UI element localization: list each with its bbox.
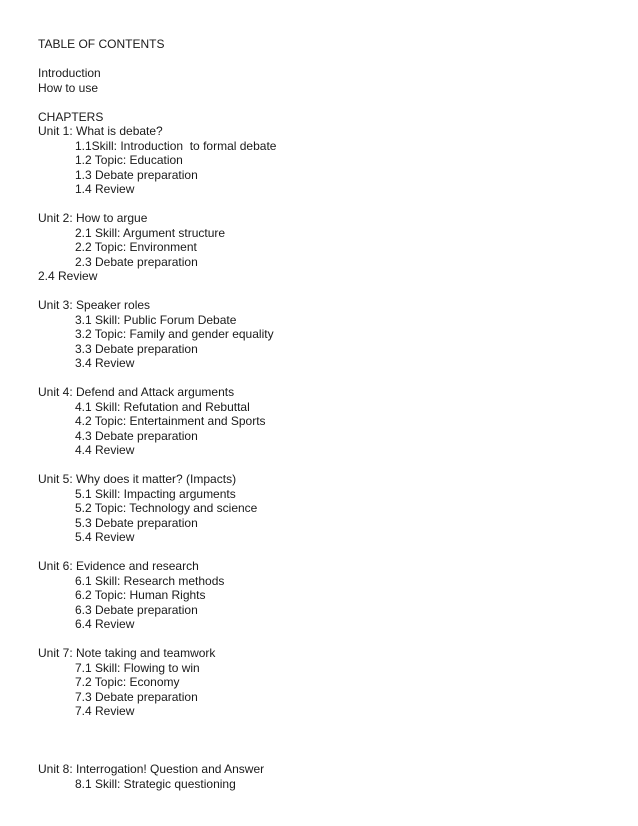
document-page <box>38 37 618 791</box>
spacer <box>38 719 618 763</box>
unit-title: Unit 8: Interrogation! Question and Answer <box>38 762 265 776</box>
spacer <box>38 458 618 473</box>
toc-entry: 7.3 Debate preparation <box>75 689 198 704</box>
spacer <box>38 371 618 386</box>
toc-entry: 3.2 Topic: Family and gender equality <box>75 327 274 341</box>
toc-entry: 3.4 Review <box>75 356 135 370</box>
toc-entry: 4.1 Skill: Refutation and Rebuttal <box>75 399 250 414</box>
spacer <box>38 545 618 560</box>
toc-entry: 4.2 Topic: Entertainment and Sports <box>75 414 266 428</box>
toc-entry: 2.1 Skill: Argument structure <box>75 225 226 240</box>
toc-entry: 6.1 Skill: Research methods <box>75 573 225 588</box>
toc-entry: 1.1Skill: Introduction to formal debate <box>75 138 277 153</box>
spacer <box>38 52 618 67</box>
spacer <box>38 197 618 212</box>
unit-title: Unit 2: How to argue <box>38 211 148 225</box>
toc-entry: 2.3 Debate preparation <box>75 254 198 269</box>
unit-title: Unit 6: Evidence and research <box>38 559 199 573</box>
unit-title: Unit 4: Defend and Attack arguments <box>38 385 235 399</box>
toc-entry: 2.4 Review <box>38 269 98 283</box>
toc-entry: 1.3 Debate preparation <box>75 167 198 182</box>
toc-entry: 7.4 Review <box>75 704 135 718</box>
toc-entry: 6.4 Review <box>75 617 135 631</box>
toc-entry: 4.3 Debate preparation <box>75 428 198 443</box>
unit-title: Unit 3: Speaker roles <box>38 298 151 312</box>
toc-entry: 7.1 Skill: Flowing to win <box>75 660 200 675</box>
chapters-heading: CHAPTERS <box>38 109 104 124</box>
spacer <box>38 632 618 647</box>
toc-entry: 2.2 Topic: Environment <box>75 240 197 254</box>
unit-title: Unit 5: Why does it matter? (Impacts) <box>38 472 237 486</box>
toc-entry: 5.4 Review <box>75 530 135 544</box>
toc-entry: 7.2 Topic: Economy <box>75 675 180 689</box>
toc-entry: 3.3 Debate preparation <box>75 341 198 356</box>
unit-title: Unit 7: Note taking and teamwork <box>38 646 216 660</box>
spacer <box>38 284 618 299</box>
toc-title: TABLE OF CONTENTS <box>38 37 165 51</box>
front-matter-introduction: Introduction <box>38 66 101 80</box>
unit-title: Unit 1: What is debate? <box>38 124 163 138</box>
toc-entry: 1.2 Topic: Education <box>75 153 183 167</box>
toc-entry: 5.1 Skill: Impacting arguments <box>75 486 236 501</box>
front-matter-how-to-use: How to use <box>38 80 99 95</box>
toc-entry: 5.2 Topic: Technology and science <box>75 501 258 515</box>
toc-entry: 3.1 Skill: Public Forum Debate <box>75 312 237 327</box>
toc-entry: 8.1 Skill: Strategic questioning <box>75 776 236 791</box>
spacer <box>38 95 618 110</box>
unit-list <box>38 124 618 791</box>
toc-entry: 4.4 Review <box>75 443 135 457</box>
toc-entry: 5.3 Debate preparation <box>75 515 198 530</box>
toc-entry: 6.2 Topic: Human Rights <box>75 588 206 602</box>
toc-entry: 1.4 Review <box>75 182 135 196</box>
toc-entry: 6.3 Debate preparation <box>75 602 198 617</box>
